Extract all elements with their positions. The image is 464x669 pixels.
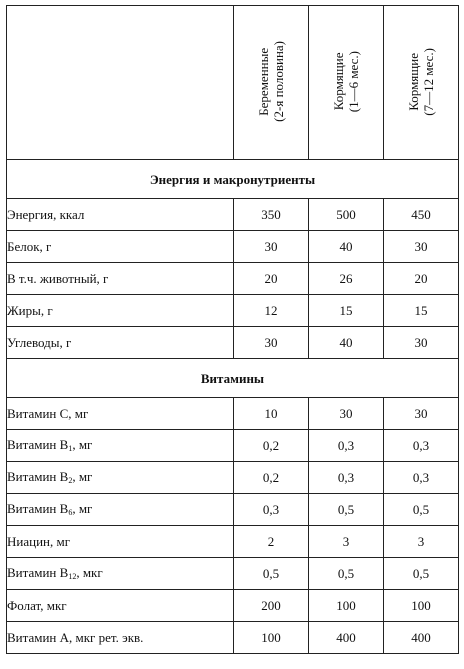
- nutrient-unit: , мг: [72, 437, 93, 452]
- table-row: [7, 430, 459, 462]
- vitamin-subscript: 1: [68, 444, 73, 453]
- vitamin-subscript: 12: [68, 572, 77, 581]
- value-cell-1: 0,2: [234, 462, 309, 494]
- value-cell-3: 400: [384, 622, 459, 654]
- header-row: [7, 6, 459, 160]
- value-cell-1: 100: [234, 622, 309, 654]
- vitamin-subscript: 6: [68, 508, 73, 517]
- value-cell-3: 30: [384, 327, 459, 359]
- value-cell-2: 0,5: [309, 494, 384, 526]
- nutrient-label: [7, 199, 234, 231]
- table-row: [7, 398, 459, 430]
- value-cell-3: 0,3: [384, 462, 459, 494]
- nutrient-label: [7, 494, 234, 526]
- table-row: [7, 199, 459, 231]
- value-cell-3: 30: [384, 231, 459, 263]
- nutrient-name: Фолат, мкг: [7, 598, 67, 613]
- header-pregnant: [234, 6, 309, 160]
- table-row: [7, 558, 459, 590]
- value-cell-1: 10: [234, 398, 309, 430]
- value-cell-3: 0,5: [384, 494, 459, 526]
- value-cell-2: 100: [309, 590, 384, 622]
- value-cell-1: 12: [234, 295, 309, 327]
- nutrient-name: Витамин В: [7, 469, 69, 484]
- nutrient-label: [7, 231, 234, 263]
- value-cell-1: 0,2: [234, 430, 309, 462]
- section-header-row: [7, 160, 459, 199]
- nutrient-unit: , мг: [72, 501, 93, 516]
- nutrient-name: В т.ч. животный, г: [7, 271, 109, 286]
- section-header-row: [7, 359, 459, 398]
- table-row: [7, 494, 459, 526]
- nutrient-label: [7, 430, 234, 462]
- nutrient-name: Витамин В: [7, 565, 69, 580]
- nutrient-label: [7, 295, 234, 327]
- value-cell-2: 40: [309, 231, 384, 263]
- nutrient-label: [7, 622, 234, 654]
- value-cell-3: 450: [384, 199, 459, 231]
- nutrient-unit: , мг: [72, 469, 93, 484]
- nutrient-name: Жиры, г: [7, 303, 53, 318]
- nutrient-label: [7, 327, 234, 359]
- value-cell-1: 20: [234, 263, 309, 295]
- value-cell-2: 40: [309, 327, 384, 359]
- value-cell-1: 0,5: [234, 558, 309, 590]
- nutrient-unit: , мкг: [76, 565, 103, 580]
- table-row: [7, 622, 459, 654]
- value-cell-3: 20: [384, 263, 459, 295]
- table-row: [7, 327, 459, 359]
- nutrient-name: Углеводы, г: [7, 335, 72, 350]
- value-cell-3: 15: [384, 295, 459, 327]
- value-cell-3: 3: [384, 526, 459, 558]
- value-cell-2: 500: [309, 199, 384, 231]
- table-row: [7, 231, 459, 263]
- nutrient-name: Витамин В: [7, 437, 69, 452]
- value-cell-3: 30: [384, 398, 459, 430]
- table-row: [7, 263, 459, 295]
- value-cell-1: 30: [234, 327, 309, 359]
- header-blank-cell: [7, 6, 234, 160]
- nutrient-name: Энергия, ккал: [7, 207, 85, 222]
- nutrient-label: [7, 526, 234, 558]
- value-cell-1: 0,3: [234, 494, 309, 526]
- nutrient-name: Витамин С, мг: [7, 406, 89, 421]
- table-row: [7, 526, 459, 558]
- header-lactating-7-12-text: Кормящие (7—12 мес.): [406, 47, 436, 116]
- nutrient-name: Витамин В: [7, 501, 69, 516]
- value-cell-2: 400: [309, 622, 384, 654]
- table-row: [7, 462, 459, 494]
- value-cell-2: 0,3: [309, 430, 384, 462]
- nutrient-label: [7, 263, 234, 295]
- nutrient-name: Витамин А, мкг рет. экв.: [7, 630, 144, 645]
- section-title: Энергия и макронутриенты: [7, 160, 459, 199]
- value-cell-2: 30: [309, 398, 384, 430]
- nutrient-name: Белок, г: [7, 239, 52, 254]
- header-lactating-1-6-text: Кормящие (1—6 мес.): [331, 50, 361, 113]
- value-cell-3: 0,3: [384, 430, 459, 462]
- value-cell-1: 350: [234, 199, 309, 231]
- value-cell-1: 200: [234, 590, 309, 622]
- header-lactating-1-6: [309, 6, 384, 160]
- value-cell-1: 30: [234, 231, 309, 263]
- value-cell-3: 0,5: [384, 558, 459, 590]
- value-cell-2: 15: [309, 295, 384, 327]
- vitamin-subscript: 2: [68, 476, 73, 485]
- header-pregnant-text: Беременные (2-я половина): [256, 41, 286, 122]
- nutrient-label: [7, 558, 234, 590]
- nutrient-label: [7, 590, 234, 622]
- table-row: [7, 590, 459, 622]
- value-cell-2: 0,3: [309, 462, 384, 494]
- value-cell-3: 100: [384, 590, 459, 622]
- nutrient-label: [7, 398, 234, 430]
- nutrient-table: [6, 5, 459, 654]
- section-title: Витамины: [7, 359, 459, 398]
- value-cell-2: 26: [309, 263, 384, 295]
- value-cell-2: 3: [309, 526, 384, 558]
- nutrient-name: Ниацин, мг: [7, 534, 71, 549]
- nutrient-label: [7, 462, 234, 494]
- header-lactating-7-12: [384, 6, 459, 160]
- value-cell-2: 0,5: [309, 558, 384, 590]
- table-row: [7, 295, 459, 327]
- value-cell-1: 2: [234, 526, 309, 558]
